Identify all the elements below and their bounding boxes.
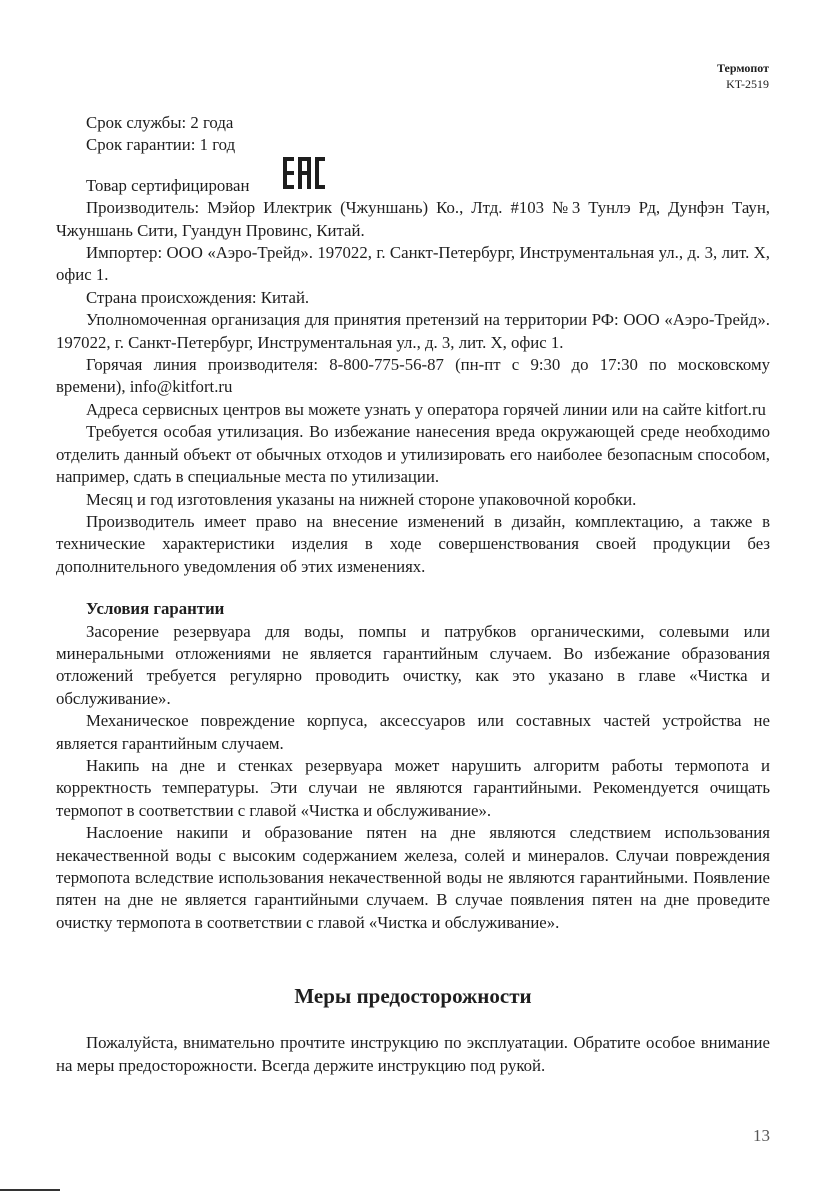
product-name: Термопот [716, 61, 769, 75]
service-life: Срок службы: 2 года [86, 113, 234, 132]
page-body [56, 112, 770, 1077]
warranty-heading: Условия гарантии [86, 599, 225, 619]
hotline: Горячая линия производителя: 8-800-775-56-87 (пн-пт с 9:30 до 17:30 по московскому времени), info@kitfort.ru [56, 355, 770, 397]
service-centers: Адреса сервисных центров вы можете узнать у оператора горячей линии или на сайте kitfort.ru [86, 399, 766, 419]
page-header [717, 60, 769, 92]
manufacturer: Производитель: Мэйор Илектрик (Чжуншань) Ко., Лтд. #103 №3 Тунлэ Рд, Дунфэн Таун, Чжуншань Сити, Гуандун Провинс, Китай. [56, 198, 770, 240]
importer: Импортер: ООО «Аэро-Трейд». 197022, г. Санкт-Петербург, Инструментальная ул., д. 3, лит. Х, офис 1. [56, 243, 770, 285]
page-number: 13 [753, 1126, 770, 1145]
production-date: Месяц и год изготовления указаны на нижней стороне упаковочной коробки. [86, 489, 637, 509]
warranty-period: Срок гарантии: 1 год [86, 135, 236, 155]
country-of-origin: Страна происхождения: Китай. [86, 287, 310, 307]
disposal: Требуется особая утилизация. Во избежание нанесения вреда окружающей среде необходимо отделить данный объект от обычных отходов и утилизировать его наиболее безопасным способом, например, сдать в специальные места по утилизации. [56, 422, 770, 487]
warranty-paragraph-3: Накипь на дне и стенках резервуара может нарушить алгоритм работы термопота и корректность температуры. Эти случаи не являются гарантийными. Рекомендуется очищать термопот в соответствии с главой «Чистка и обслуживание». [56, 755, 770, 820]
precautions-title: Меры предосторожности [294, 984, 532, 1009]
spacer [56, 934, 770, 982]
model-number: KT-2519 [726, 77, 769, 91]
warranty-paragraph-1: Засорение резервуара для воды, помпы и патрубков органическими, солевыми или минеральными отложениями не является гарантийным случаем. Во избежание образования отложений требуется регулярно проводить очистку, как это указано в главе «Чистка и обслуживание». [56, 621, 770, 708]
spacer [56, 1010, 770, 1032]
warranty-paragraph-4: Наслоение накипи и образование пятен на дне являются следствием использования некачественной воды с высоким содержанием железа, солей и минералов. Случаи повреждения термопота вследствие использования некачественной воды не являются гарантийными. Появление пятен на дне не является гарантийными случаем. В случае появления пятен на дне проведите очистку термопота в соответствии с главой «Чистка и обслуживание». [56, 823, 770, 932]
precautions-intro: Пожалуйста, внимательно прочтите инструкцию по эксплуатации. Обратите особое внимание на меры предосторожности. Всегда держите инструкцию под рукой. [56, 1033, 770, 1075]
eac-logo-icon [253, 157, 325, 195]
certified-text: Товар сертифицирован [86, 175, 250, 195]
spacer [56, 578, 770, 598]
certified-row [56, 157, 770, 197]
authorized-organization: Уполномоченная организация для принятия претензий на территории РФ: ООО «Аэро-Трейд». 197022, г. Санкт-Петербург, Инструментальная ул., д. 3, лит. Х, офис 1. [56, 310, 770, 352]
changes-notice: Производитель имеет право на внесение изменений в дизайн, комплектацию, а также в технические характеристики изделия в ходе совершенствования своей продукции без дополнительного уведомления об этих изменениях. [56, 511, 770, 576]
warranty-paragraph-2: Механическое повреждение корпуса, аксессуаров или составных частей устройства не является гарантийным случаем. [56, 711, 770, 753]
